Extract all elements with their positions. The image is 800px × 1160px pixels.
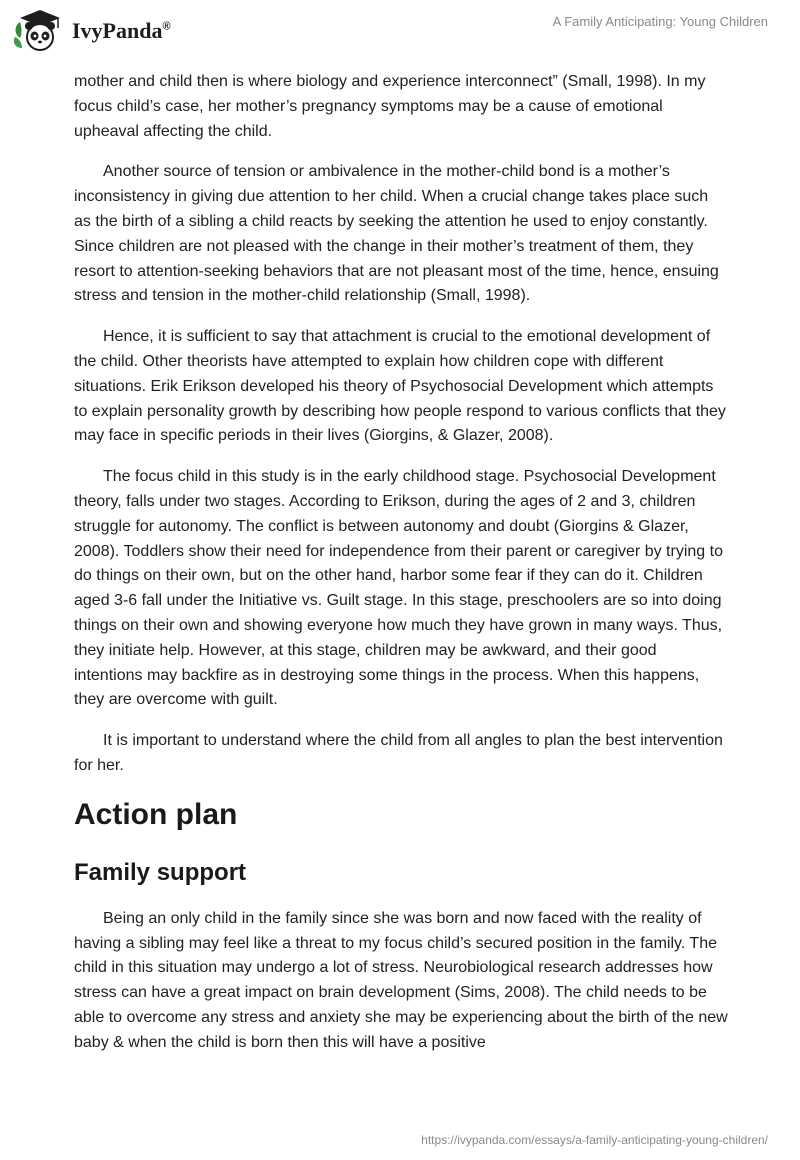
page-header — [0, 0, 800, 60]
section-heading: Action plan — [74, 797, 238, 831]
paragraph: It is important to understand where the child from all angles to plan the best intervention for her. — [74, 732, 723, 774]
subsection-heading: Family support — [74, 858, 247, 886]
panda-mascot-icon — [12, 8, 68, 54]
essay-body — [74, 70, 729, 1072]
document-title: A Family Anticipating: Young Children — [552, 14, 768, 29]
paragraph: Hence, it is sufficient to say that attachment is crucial to the emotional development of the child. Other theorists have attempted to explain how children cope with different situations. Erik Erikson developed his theory of Psychosocial Development which attempts to explain personality growth by describing how people respond to various conflicts that they may face in specific periods in their lives (Giorgins, & Glazer, 2008). — [74, 328, 726, 445]
paragraph: Another source of tension or ambivalence in the mother-child bond is a mother’s inconsistency in giving due attention to her child. When a crucial change takes place such as the birth of a sibling a child reacts by seeking the attention he used to enjoy constantly. Since children are not pleased with the change in their mother’s treatment of them, they resort to attention-seeking behaviors that are not pleasant most of the time, hence, ensuing stress and tension in the mother-child relationship (Small, 1998). — [74, 163, 719, 305]
paragraph: mother and child then is where biology and experience interconnect” (Small, 1998). In my focus child’s case, her mother’s pregnancy symptoms may be a cause of emotional upheaval affecting the child. — [74, 73, 706, 140]
source-url[interactable]: https://ivypanda.com/essays/a-family-anticipating-young-children/ — [421, 1133, 768, 1147]
ivypanda-logo[interactable] — [12, 8, 171, 54]
brand-name: IvyPanda® — [72, 18, 171, 43]
paragraph: The focus child in this study is in the early childhood stage. Psychosocial Development theory, falls under two stages. According to Erikson, during the ages of 2 and 3, children struggle for autonomy. The conflict is between autonomy and doubt (Giorgins & Glazer, 2008). Toddlers show their need for independence from their parent or caregiver by trying to do things on their own, but on the other hand, harbor some fear if they can do it. Children aged 3-6 fall under the Initiative vs. Guilt stage. In this stage, preschoolers are so into doing things on their own and showing everyone how much they have grown in many ways. Thus, they initiate help. However, at this stage, children may be awkward, and their good intentions may backfire as in destroying some things in the process. When this happens, they are overcome with guilt. — [74, 468, 723, 709]
paragraph: Being an only child in the family since she was born and now faced with the reality of having a sibling may feel like a threat to my focus child’s secured position in the family. The child in this situation may undergo a lot of stress. Neurobiological research addresses how stress can have a great impact on brain development (Sims, 2008). The child needs to be able to overcome any stress and anxiety she may be experiencing about the birth of the new baby & when the child is born then this will have a positive — [74, 909, 728, 1051]
